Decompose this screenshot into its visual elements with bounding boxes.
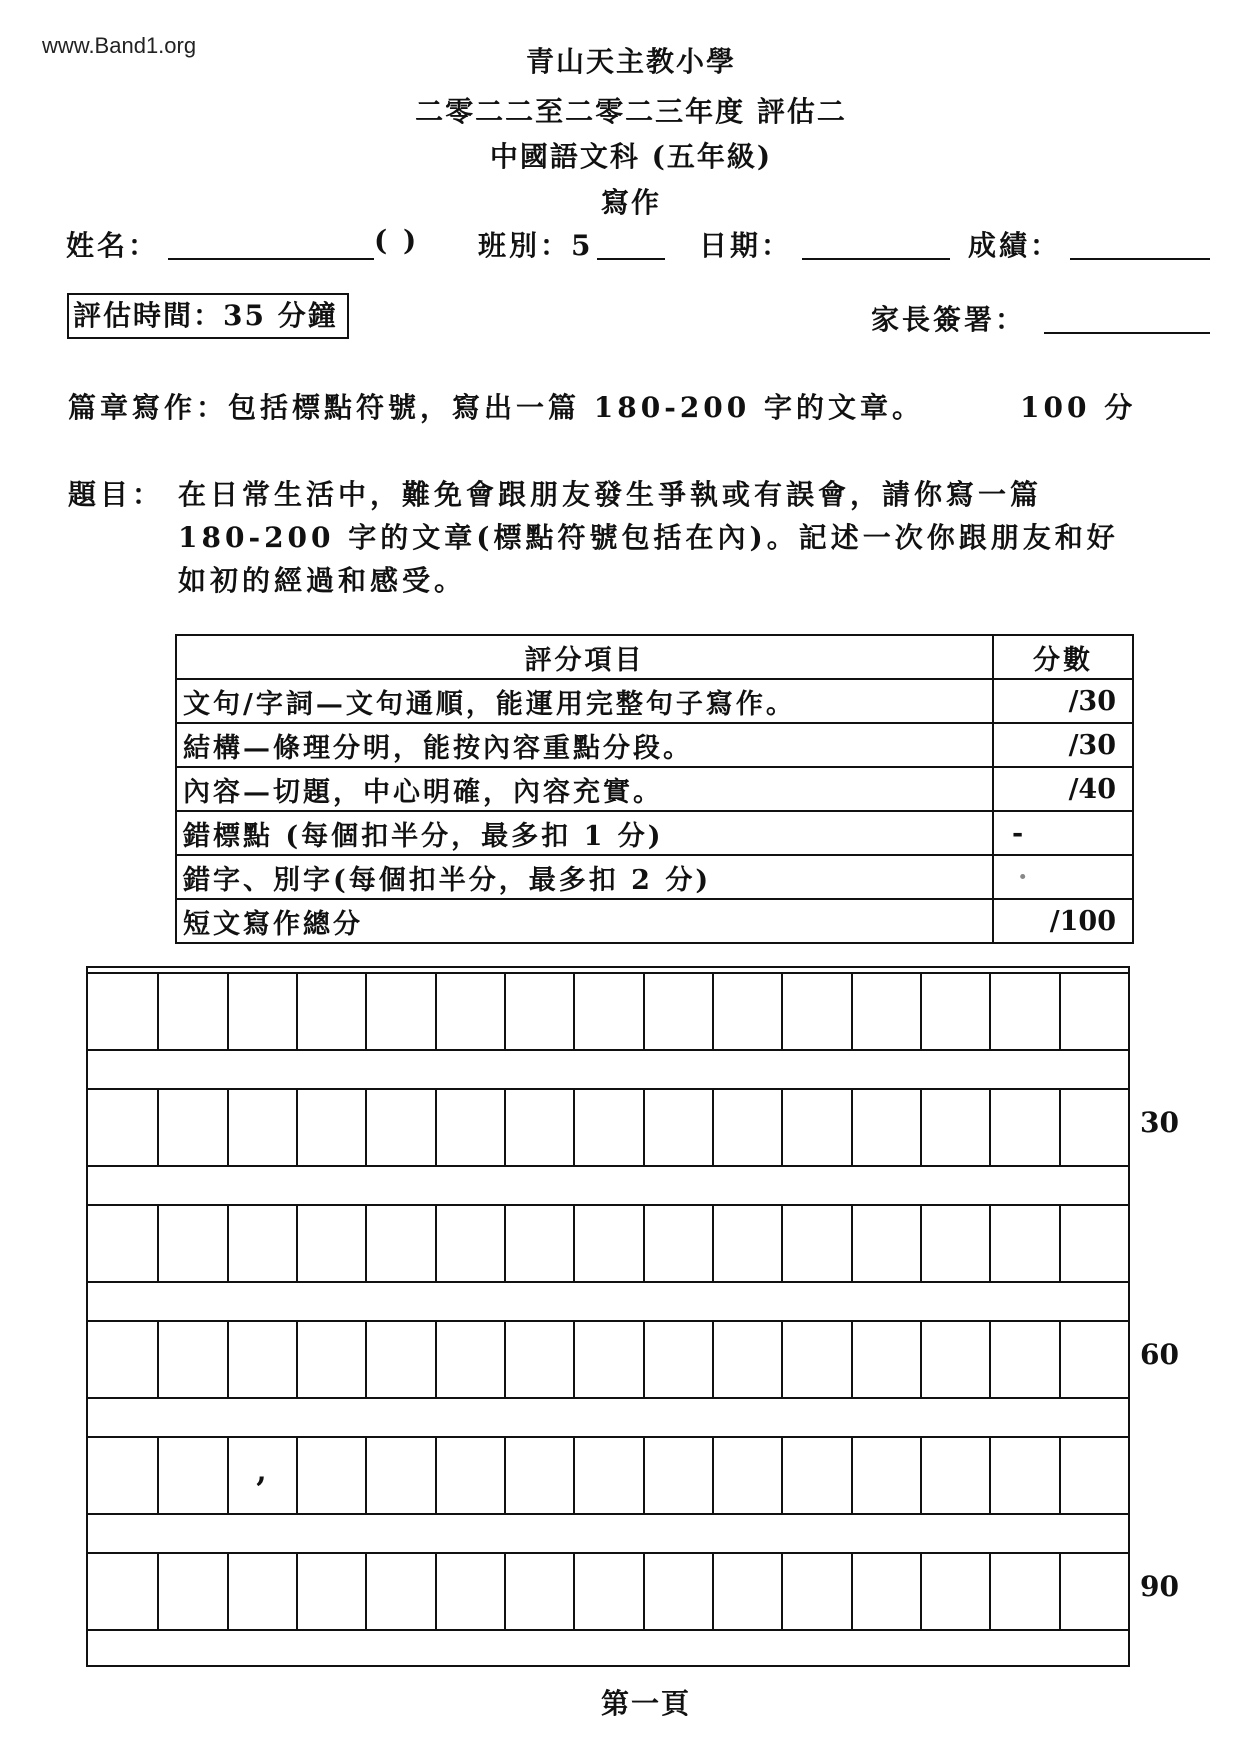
grid-row-bottom-line [88, 1165, 1128, 1167]
grid-row-bottom-line [88, 1049, 1128, 1051]
total-marks: 100 分 [1020, 391, 1137, 424]
character-count-label: 30 [1140, 1106, 1179, 1139]
grid-cell[interactable] [712, 972, 781, 1049]
name-field[interactable] [168, 258, 374, 260]
table-row [176, 899, 1133, 943]
grid-cell[interactable] [435, 1204, 504, 1281]
grid-cell[interactable] [88, 1552, 157, 1629]
grid-cell[interactable] [365, 1088, 434, 1165]
grid-cell[interactable] [296, 1204, 365, 1281]
topic-line: 在日常生活中，難免會跟朋友發生爭執或有誤會，請你寫一篇 [178, 478, 1043, 511]
grid-cell[interactable] [573, 1552, 642, 1629]
grid-cell[interactable] [573, 1436, 642, 1513]
grid-cell[interactable] [712, 1552, 781, 1629]
score-cell: /30 [993, 679, 1133, 723]
grid-cell[interactable] [88, 1436, 157, 1513]
name-label: 姓名： [66, 229, 160, 262]
grid-cell[interactable] [157, 1436, 226, 1513]
grid-row-bottom-line [88, 1281, 1128, 1283]
grid-cell[interactable] [88, 1204, 157, 1281]
grid-cell[interactable] [365, 1320, 434, 1397]
criteria-cell: 文句/字詞—文句通順，能運用完整句子寫作。 [176, 679, 993, 723]
subject: 中國語文科 (五年級) [489, 140, 773, 173]
grid-cell[interactable] [712, 1436, 781, 1513]
grid-cell[interactable] [296, 1088, 365, 1165]
grid-cell[interactable] [227, 1204, 296, 1281]
grid-cell[interactable] [989, 1320, 1058, 1397]
grid-cell[interactable] [1059, 1552, 1128, 1629]
grid-cell[interactable] [851, 972, 920, 1049]
grid-cell[interactable] [365, 972, 434, 1049]
watermark: www.Band1.org [42, 33, 197, 58]
task-instruction: 篇章寫作：包括標點符號，寫出一篇 180-200 字的文章。 [68, 391, 925, 424]
grid-row-bottom-line [88, 1513, 1128, 1515]
criteria-cell: 錯標點 (每個扣半分，最多扣 1 分) [176, 811, 993, 855]
grid-cell[interactable] [435, 1436, 504, 1513]
grid-cell[interactable] [781, 972, 850, 1049]
grid-cell[interactable] [851, 1088, 920, 1165]
grid-cell[interactable] [227, 1320, 296, 1397]
grid-cell[interactable] [781, 1436, 850, 1513]
grid-cell[interactable] [573, 972, 642, 1049]
header-criteria: 評分項目 [176, 635, 993, 679]
grid-cell[interactable] [504, 1204, 573, 1281]
grid-cell[interactable] [851, 1436, 920, 1513]
writing-grid[interactable] [86, 966, 1130, 1667]
grid-cell[interactable] [920, 1320, 989, 1397]
grid-cell[interactable] [573, 1320, 642, 1397]
grid-cell[interactable] [157, 1204, 226, 1281]
grid-cell[interactable] [88, 972, 157, 1049]
grid-cell[interactable] [920, 1436, 989, 1513]
criteria-cell: 內容—切題，中心明確，內容充實。 [176, 767, 993, 811]
score-cell: · [993, 855, 1133, 899]
grid-cell[interactable] [296, 1436, 365, 1513]
grid-cell[interactable] [1059, 1320, 1128, 1397]
grid-cell[interactable] [504, 1436, 573, 1513]
grid-cell[interactable] [920, 1204, 989, 1281]
grid-cell[interactable] [851, 1320, 920, 1397]
grid-cell[interactable] [227, 1088, 296, 1165]
grid-cell[interactable] [781, 1320, 850, 1397]
grid-cell[interactable] [643, 1436, 712, 1513]
grid-cell[interactable] [435, 1088, 504, 1165]
grid-cell[interactable] [504, 972, 573, 1049]
grid-cell[interactable] [296, 972, 365, 1049]
grid-cell[interactable] [88, 1088, 157, 1165]
grid-cell[interactable] [989, 1204, 1058, 1281]
grid-cell[interactable] [781, 1552, 850, 1629]
parent-signature-field[interactable] [1044, 332, 1210, 334]
table-row [176, 767, 1133, 811]
grid-cell[interactable] [643, 1204, 712, 1281]
grid-cell[interactable] [781, 1204, 850, 1281]
grid-cell[interactable] [227, 1552, 296, 1629]
grid-cell[interactable] [227, 972, 296, 1049]
academic-year: 二零二二至二零二三年度 評估二 [415, 95, 847, 128]
topic-label: 題目： [68, 478, 165, 511]
grid-cell[interactable] [157, 972, 226, 1049]
score-cell: - [993, 811, 1133, 855]
table-header-row [176, 635, 1133, 679]
grid-cell[interactable] [435, 972, 504, 1049]
grid-cell[interactable] [989, 1436, 1058, 1513]
score-cell: /100 [993, 899, 1133, 943]
criteria-cell: 錯字、別字(每個扣半分，最多扣 2 分) [176, 855, 993, 899]
parent-signature-label: 家長簽署： [871, 303, 1027, 336]
class-field[interactable] [597, 258, 665, 260]
school-name: 青山天主教小學 [525, 45, 736, 78]
grid-cell[interactable] [1059, 972, 1128, 1049]
criteria-cell: 短文寫作總分 [176, 899, 993, 943]
grid-cell[interactable] [643, 1552, 712, 1629]
grid-cell[interactable] [989, 1088, 1058, 1165]
marking-rubric-table [175, 634, 1134, 944]
grid-cell[interactable] [1059, 1088, 1128, 1165]
grid-cell[interactable] [435, 1320, 504, 1397]
character-count-label: 90 [1140, 1570, 1179, 1603]
grid-cell[interactable] [365, 1552, 434, 1629]
table-row [176, 723, 1133, 767]
grid-cell[interactable] [643, 1088, 712, 1165]
grid-cell[interactable] [435, 1552, 504, 1629]
grid-cell[interactable] [1059, 1204, 1128, 1281]
grid-cell[interactable] [989, 972, 1058, 1049]
grid-row-bottom-line [88, 1397, 1128, 1399]
grid-cell[interactable] [712, 1320, 781, 1397]
class-label: 班別：5 [478, 229, 594, 262]
grid-cell[interactable] [920, 1088, 989, 1165]
grid-cell[interactable] [851, 1552, 920, 1629]
score-field[interactable] [1070, 258, 1210, 260]
page-number: 第一頁 [600, 1687, 691, 1720]
table-row [176, 679, 1133, 723]
grid-cell[interactable] [643, 972, 712, 1049]
grid-cell[interactable] [504, 1320, 573, 1397]
date-field[interactable] [802, 258, 950, 260]
grid-cell[interactable] [712, 1088, 781, 1165]
grid-cell[interactable] [296, 1320, 365, 1397]
grid-cell[interactable] [157, 1088, 226, 1165]
grid-cell[interactable] [504, 1552, 573, 1629]
table-row [176, 855, 1133, 899]
score-label: 成績： [968, 229, 1062, 262]
grid-cell[interactable] [712, 1204, 781, 1281]
score-cell: /30 [993, 723, 1133, 767]
grid-cell[interactable] [781, 1088, 850, 1165]
grid-cell[interactable] [157, 1320, 226, 1397]
grid-cell[interactable] [573, 1088, 642, 1165]
grid-cell[interactable] [1059, 1436, 1128, 1513]
header-score: 分數 [993, 635, 1133, 679]
grid-row-bottom-line [88, 1629, 1128, 1631]
table-row [176, 811, 1133, 855]
grid-cell[interactable] [296, 1552, 365, 1629]
grid-cell[interactable] [920, 972, 989, 1049]
assessment-time-box: 評估時間：35 分鐘 [67, 293, 349, 339]
class-number-field[interactable]: ( ) [374, 224, 420, 257]
grid-cell[interactable] [643, 1320, 712, 1397]
grid-cell[interactable] [504, 1088, 573, 1165]
section-title: 寫作 [600, 186, 661, 219]
grid-cell[interactable] [920, 1552, 989, 1629]
grid-cell[interactable] [88, 1320, 157, 1397]
criteria-cell: 結構—條理分明，能按內容重點分段。 [176, 723, 993, 767]
grid-cell[interactable] [989, 1552, 1058, 1629]
grid-cell[interactable] [157, 1552, 226, 1629]
topic-line: 180-200 字的文章(標點符號包括在內)。記述一次你跟朋友和好 [178, 521, 1119, 554]
grid-punctuation-mark: , [256, 1454, 267, 1489]
score-cell: /40 [993, 767, 1133, 811]
character-count-label: 60 [1140, 1338, 1179, 1371]
grid-cell[interactable] [365, 1436, 434, 1513]
topic-line: 如初的經過和感受。 [178, 564, 467, 597]
grid-cell[interactable] [573, 1204, 642, 1281]
grid-cell[interactable] [365, 1204, 434, 1281]
grid-cell[interactable] [851, 1204, 920, 1281]
date-label: 日期： [699, 229, 793, 262]
